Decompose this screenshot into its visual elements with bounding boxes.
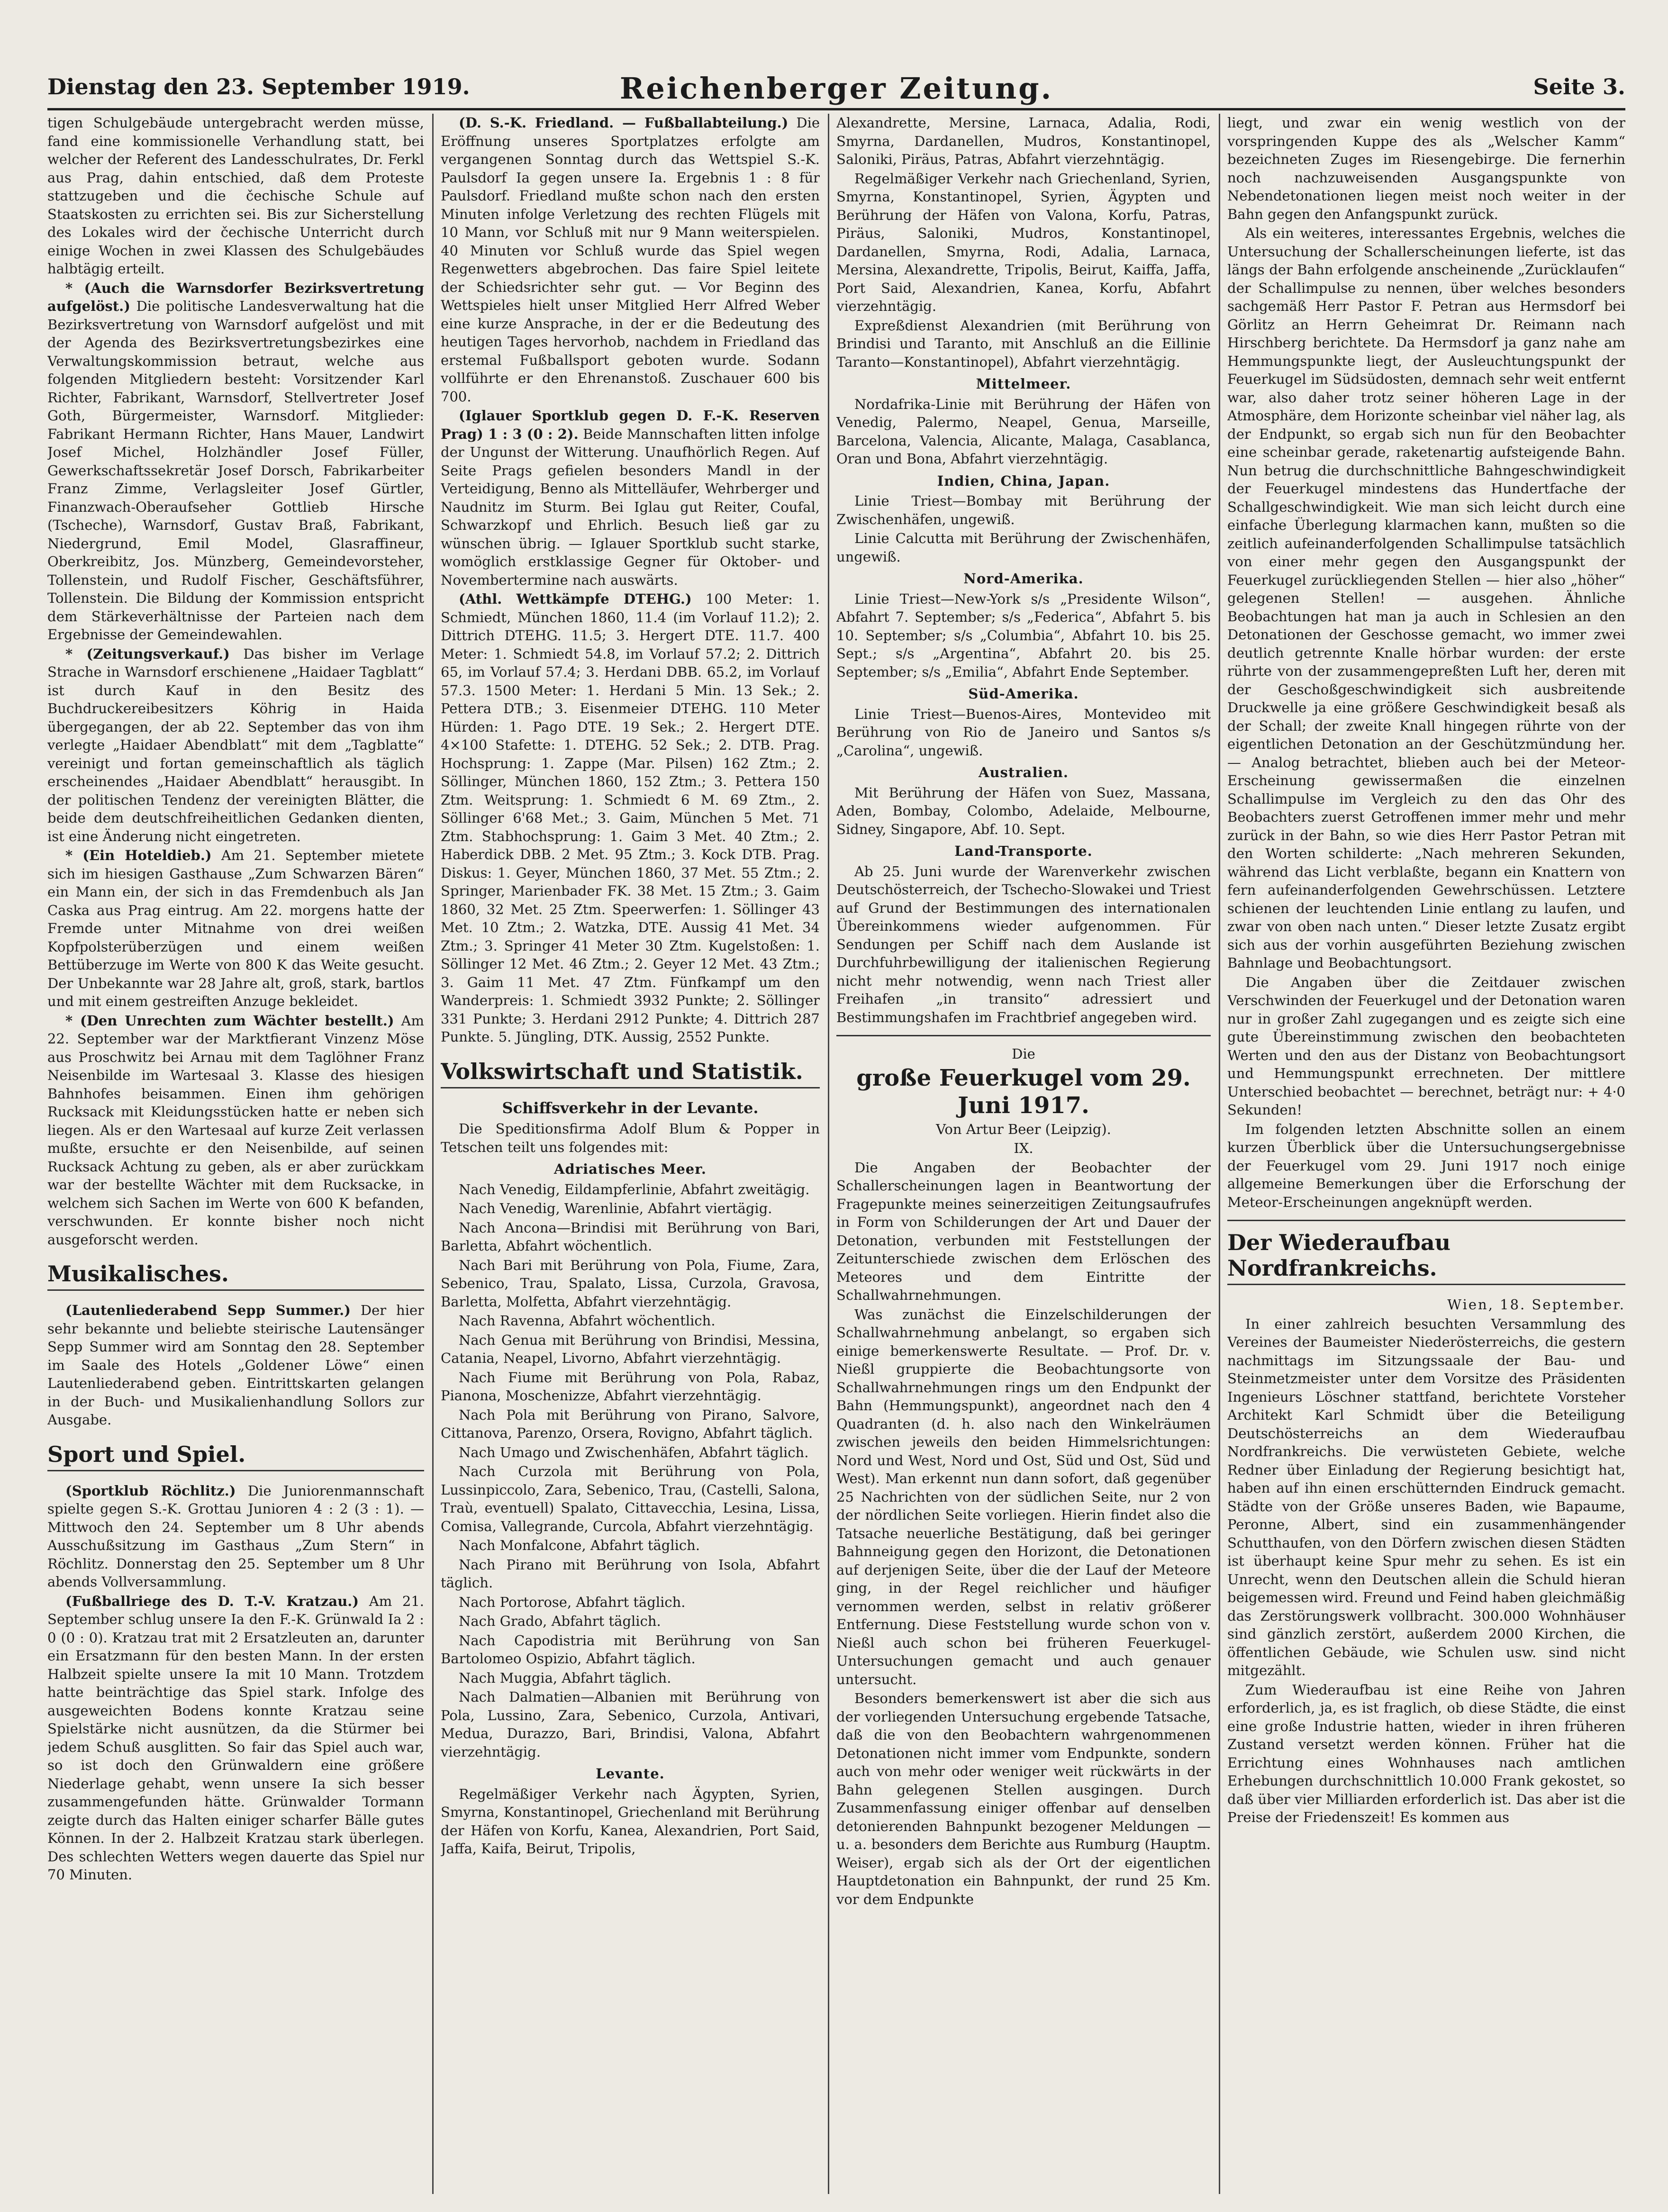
route-item: Nach Genua mit Berührung von Brindisi, Messina, Catania, Neapel, Livorno, Abfahrt vierzehntägig. xyxy=(441,1332,820,1366)
section-heading-wiederaufbau: Der Wiederaufbau Nordfrankreichs. xyxy=(1227,1230,1625,1285)
section-heading-musik: Musikalisches. xyxy=(47,1261,424,1291)
route-item: Nach Portorose, Abfahrt täglich. xyxy=(459,1594,686,1610)
section-heading-sport: Sport und Spiel. xyxy=(47,1441,424,1471)
article-byline: Von Artur Beer (Leipzig). xyxy=(936,1121,1111,1137)
news-item xyxy=(47,279,424,644)
route-item: Linie Triest—Bombay mit Berührung der Zwischenhäfen, ungewiß. xyxy=(836,493,1211,527)
article-text: Im folgenden letzten Abschnitte sollen an einem kurzen Überblick über die Untersuchungsergebnisse der Feuerkugel vom 29. Juni 1917 noch einige allgemeine Bemerkungen über die Erforschung der Meteor-Erscheinungen angeknüpft werden. xyxy=(1227,1121,1625,1210)
article-text: liegt, und zwar ein wenig westlich von der vorspringenden Kuppe des als „Welscher Kamm“ bezeichneten Zuges im Riesengebirge. Die fernerhin noch nachzuweisenden Ausgangspunkte von Nebendetonationen liegen meist noch weiter in der Bahn gegen den Anfangspunkt zurück. xyxy=(1227,115,1625,222)
route-item: Linie Calcutta mit Berührung der Zwischenhäfen, ungewiß. xyxy=(836,530,1211,565)
route-item: Nach Capodistria mit Berührung von San Bartolomeo Ospizio, Abfahrt täglich. xyxy=(441,1632,820,1667)
item-text: Am 22. September war der Marktfierant Vinzenz Möse aus Proschwitz bei Arnau mit dem Taglöhner Franz Neisenbilde im Wartesaal 3. Klasse des hiesigen Bahnhofes beisammen. Einen ihm gehörigen Rucksack mit Kleidungsstücken hatte er neben sich liegen. Als er den Wartesaal auf kurze Zeit verlassen mußte, ersuchte er den Neisenbilde, auf seinen Rucksack Achtung zu geben, als er aber zurückkam war der bestellte Wächter mit dem Rucksacke, in welchem sich Sachen im Werte von 600 K befanden, verschwunden. Er konnte bisher noch nicht ausgeforscht werden. xyxy=(47,1012,424,1248)
route-item: Nordafrika-Linie mit Berührung der Häfen von Venedig, Palermo, Neapel, Genua, Marseille, Barcelona, Valencia, Alicante, Malaga, Casablanca, Oran und Bona, Abfahrt vierzehntägig. xyxy=(836,396,1211,467)
column-rule xyxy=(828,114,829,2194)
region-heading: Nord-Amerika. xyxy=(963,571,1084,587)
item-heading: * (Auch die Warnsdorfer Bezirksvertretung aufgelöst.) xyxy=(47,280,424,314)
item-text: Beide Mannschaften litten infolge der Ungunst der Witterung. Unaufhörlich Regen. Auf Seite Prags gefielen besonders Mandl in der Verteidigung, Benno als Mittelläufer, Wehrberger und Naudnitz im Sturm. Bei Iglau gut Reiter, Coufal, Schwarzkopf und Ehrlich. Besuch ließ gar zu wünschen übrig. — Iglauer Sportklub sucht starke, womöglich erstklassige Gegner für Oktober- und Novembertermine nach auswärts. xyxy=(441,426,820,588)
region-heading: Mittelmeer. xyxy=(976,376,1071,392)
column-4 xyxy=(1227,114,1625,2194)
item-heading: (Iglauer Sportklub gegen D. F.-K. Reserven Prag) 1 : 3 (0 : 2). xyxy=(441,408,820,442)
item-text: Das bisher im Verlage Strache in Warnsdorf erschienene „Haidaer Tagblatt“ ist durch Kauf in den Besitz des Buchdruckereibesitzers Köhrig in Haida übergegangen, der ab 22. September das von ihm verlegte „Haidaer Abendblatt“ mit dem „Tagblatte“ vereinigt und fortan gemeinschaftlich als täglich erscheinendes „Haidaer Abendblatt“ herausgibt. In der politischen Tendenz der vereinigten Blätter, die beide dem deutschfreiheitlichen Gedanken dienten, ist eine Änderung nicht eingetreten. xyxy=(47,645,424,844)
region-heading: Land-Transporte. xyxy=(954,843,1093,859)
news-item xyxy=(441,407,820,589)
news-item xyxy=(47,1012,424,1249)
item-heading: * (Ein Hoteldieb.) xyxy=(65,847,212,863)
route-item: Nach Grado, Abfahrt täglich. xyxy=(459,1613,661,1629)
article-text: Was zunächst die Einzelschilderungen der Schallwahrnehmung anbelangt, so ergaben sich einige bemerkenswerte Resultate. — Prof. Dr. v. Nießl gruppierte die Beobachtungsorte von Schallwahrnehmungen rings um den Endpunkt der Bahn (Hemmungspunkt), angeordnet nach den 4 Quadranten (d. h. also nach den Winkelräumen zwischen jeweils den beiden Himmelsrichtungen: Nord und West, Nord und Ost, Süd und Ost, Süd und West). Man erkennt nun dann sofort, daß gegenüber 25 Nachrichten von der südlichen Seite, nur 2 von der nördlichen Seite vorliegen. Hierin findet also die Tatsache neuerliche Bestätigung, daß bei geringer Bahnneigung gegen den Horizont, die Detonationen auf derjenigen Seite, über die der Lauf der Meteore ging, in der Regel reichlicher und häufiger vernommen werden, selbst in relativ größerer Entfernung. Diese Feststellung wurde schon von v. Nießl auch schon bei früheren Feuerkugel-Untersuchungen gemacht und auch genauer untersucht. xyxy=(836,1306,1211,1687)
article-text: Besonders bemerkenswert ist aber die sich aus der vorliegenden Untersuchung ergebende Tatsache, daß die von den Beobachtern wahrgenommenen Detonationen nicht immer vom Endpunkte, sondern auch von mehr oder weniger weit rückwärts in der Bahn gelegenen Stellen ausgingen. Durch Zusammenfassung einiger offenbar auf denselben detonierenden Bahnpunkt bezogener Meldungen — u. a. besonders dem Berichte aus Rumburg (Hauptm. Weiser), ergab sich als der Ort der eigentlichen Hauptdetonation ein Bahnpunkt, der rund 25 Km. vor dem Endpunkte xyxy=(836,1690,1211,1907)
item-text: Die politische Landesverwaltung hat die Bezirksvertretung von Warnsdorf aufgelöst und mit der Agenda des Bezirksvertretungsbezirkes eine Verwaltungskommission betraut, welche aus folgenden Mitgliedern besteht: Vorsitzender Karl Richter, Fabrikant, Warnsdorf, Stellvertreter Josef Goth, Bürgermeister, Warnsdorf. Mitglieder: Fabrikant Hermann Richter, Hans Mauer, Landwirt Josef Michel, Holzhändler Josef Füller, Gewerkschaftssekretär Josef Dorsch, Fabrikarbeiter Franz Zimme, Verlagsleiter Josef Gürtler, Finanzwach-Oberaufseher Gottlieb Hirsche (Tscheche), Warnsdorf, Gustav Braß, Fabrikant, Niedergrund, Emil Model, Glasraffineur, Oberkreibitz, Jos. Münzberg, Gemeindevorsteher, Tollenstein, und Rudolf Fischer, Geschäftsführer, Tollenstein. Die Bildung der Kommission entspricht dem Stärkeverhältnisse der Parteien nach dem Ergebnisse der Gemeindewahlen. xyxy=(47,298,424,643)
item-text: 100 Meter: 1. Schmiedt, München 1860, 11.4 (im Vorlauf 11.2); 2. Dittrich DTEHG. 11.5; 3. Hergert DTE. 11.7. 400 Meter: 1. Schmiedt 54.8, im Vorlauf 57.2; 2. Dittrich 65, im Vorlauf 57.4; 3. Herdani DBB. 65.2, im Vorlauf 57.3. 1500 Meter: 1. Herdani 5 Min. 13 Sek.; 2. Pettera DTB.; 3. Eisenmeier DTEHG. 110 Meter Hürden: 1. Pago DTE. 19 Sek.; 2. Hergert DTE. 4×100 Stafette: 1. DTEHG. 52 Sek.; 2. DTB. Prag. Hochsprung: 1. Zappe (Mar. Pilsen) 162 Ztm.; 2. Söllinger, München 1860, 152 Ztm.; 3. Pettera 150 Ztm. Weitsprung: 1. Schmiedt 6 M. 69 Ztm., 2. Söllinger 6'68 Met.; 3. Gaim, München 5 Met. 71 Ztm. Stabhochsprung: 1. Gaim 3 Met. 40 Ztm.; 2. Haberdick DBB. 2 Met. 95 Ztm.; 3. Kock DTB. Prag. Diskus: 1. Geyer, München 1860, 37 Met. 55 Ztm.; 2. Springer, Marienbader FK. 38 Met. 15 Ztm.; 3. Gaim 1860, 32 Met. 25 Ztm. Speerwerfen: 1. Söllinger 43 Met. 10 Ztm.; 2. Watzka, DTE. Aussig 41 Met. 34 Ztm.; 3. Springer 41 Meter 30 Ztm. Kugelstoßen: 1. Söllinger 12 Met. 46 Ztm.; 2. Geyer 12 Met. 43 Ztm.; 3. Gaim 11 Met. 47 Ztm. Fünfkampf um den Wanderpreis: 1. Schmiedt 3932 Punkte; 2. Söllinger 331 Punkte; 3. Herdani 2912 Punkte; 4. Dittrich 287 Punkte. 5. Jüngling, DTK. Aussig, 2552 Punkte. xyxy=(441,591,820,1045)
item-heading: (Athl. Wettkämpfe DTEHG.) xyxy=(459,591,692,607)
issue-date: Dienstag den 23. September 1919. xyxy=(47,74,470,100)
route-item: Nach Muggia, Abfahrt täglich. xyxy=(459,1669,671,1686)
route-item: Nach Dalmatien—Albanien mit Berührung von Pola, Lussino, Zara, Sebenico, Curzola, Antivari, Medua, Durazzo, Bari, Brindisi, Valona, Abfahrt vierzehntägig. xyxy=(441,1689,820,1760)
route-item: Linie Triest—Buenos-Aires, Montevideo mit Berührung von Rio de Janeiro und Santos s/s „Carolina“, ungewiß. xyxy=(836,706,1211,759)
section-heading-volkswirtschaft: Volkswirtschaft und Statistik. xyxy=(441,1059,820,1088)
column-2 xyxy=(441,114,820,2194)
route-item: Nach Ravenna, Abfahrt wöchentlich. xyxy=(459,1313,716,1329)
item-text: Der hier sehr bekannte und beliebte steirische Lautensänger Sepp Summer wird am Sonntag den 28. September im Saale des Hotels „Goldener Löwe“ einen Lautenliederabend geben. Eintrittskarten gelangen in der Buch- und Musikalienhandlung Sollors zur Ausgabe. xyxy=(47,1302,424,1428)
masthead xyxy=(47,71,1625,110)
subheading-schiffsverkehr: Schiffsverkehr in der Levante. xyxy=(502,1098,759,1117)
article-title-prefix: Die xyxy=(1012,1046,1035,1062)
article-part-number: IX. xyxy=(1014,1140,1033,1156)
item-heading: * (Zeitungsverkauf.) xyxy=(65,645,230,662)
article-title: große Feuerkugel vom 29. Juni 1917. xyxy=(856,1064,1191,1119)
article-text: In einer zahlreich besuchten Versammlung des Vereines der Baumeister Niederösterreichs, die gestern nachmittags im Sitzungssaale der Bau- und Steinmetzmeister unter dem Vorsitze des Präsidenten Ingenieurs Löschner stattfand, berichtete Vorsteher Architekt Karl Schmidt über die Beteiligung Deutschösterreichs an dem Wiederaufbau Nordfrankreichs. Die verwüsteten Gebiete, welche Redner über Einladung der Regierung besichtigt hat, haben auf ihn einen erschütternden Eindruck gemacht. Städte von der Größe unseres Baden, wie Bapaume, Peronne, Albert, sind ein zusammenhängender Schutthaufen, von den Dörfern zwischen diesen Städten ist überhaupt keine Spur mehr zu sehen. Es ist ein Unrecht, wenn den Deutschen allein die Schuld hieran beigemessen wird. Freund und Feind haben gleichmäßig das Zerstörungswerk vollbracht. 300.000 Wohnhäuser sind gänzlich zerstört, außerdem 2000 Kirchen, die öffentlichen Gebäude, wie Schulen usw. sind nicht mitgezählt. xyxy=(1227,1315,1625,1678)
item-heading: (D. S.-K. Friedland. — Fußballabteilung.) xyxy=(459,115,789,131)
article-text: Zum Wiederaufbau ist eine Reihe von Jahren erforderlich, ja, es ist fraglich, ob diese Städte, die einst eine große Industrie hatten, wieder in ihren früheren Zustand versetzt werden können. Früher hat die Errichtung eines Wohnhauses nach amtlichen Erhebungen durchschnittlich 10.000 Frank gekostet, so daß über vier Milliarden erforderlich ist. Das aber ist die Preise der Friedenszeit! Es kommen aus xyxy=(1227,1681,1625,1825)
item-heading: (Lautenliederabend Sepp Summer.) xyxy=(65,1302,351,1318)
item-heading: * (Den Unrechten zum Wächter bestellt.) xyxy=(65,1012,394,1029)
route-item: Nach Curzola mit Berührung von Pola, Lussinpiccolo, Zara, Sebenico, Trau, (Castelli, Salona, Traù, eventuell) Spalato, Cittavecchia, Lesina, Lissa, Comisa, Vallegrande, Curcola, Abfahrt vierzehntägig. xyxy=(441,1463,820,1534)
item-heading: (Fußballriege des D. T.-V. Kratzau.) xyxy=(65,1593,359,1609)
region-heading: Adriatisches Meer. xyxy=(554,1161,707,1177)
news-item xyxy=(441,590,820,1046)
page-number: Seite 3. xyxy=(1533,74,1625,100)
column-3 xyxy=(836,114,1211,2194)
route-item: Nach Fiume mit Berührung von Pola, Rabaz, Pianona, Moschenizze, Abfahrt vierzehntägig. xyxy=(441,1369,820,1404)
column-1 xyxy=(47,114,424,2194)
route-item: Regelmäßiger Verkehr nach Ägypten, Syrien, Smyrna, Konstantinopel, Griechenland mit Berührung der Häfen von Korfu, Kanea, Alexandrien, Port Said, Jaffa, Kaifa, Beirut, Tripolis, xyxy=(441,1786,820,1857)
article-text: Die Angaben der Beobachter der Schallerscheinungen lagen in Beantwortung der Fragepunkte meines seinerzeitigen Zeitungsaufrufes in Form von Schilderungen der Art und Dauer der Detonation, verbunden mit Feststellungen der Zeitunterschiede zwischen dem Erlöschen des Meteores und dem Eintritte der Schallwahrnehmungen. xyxy=(836,1159,1211,1303)
article-text: tigen Schulgebäude untergebracht werden müsse, fand eine kommissionelle Verhandlung statt, bei welcher der Referent des Landesschulrates, Dr. Ferkl aus Prag, dahin entschied, daß dem Proteste stattzugeben und die čechische Schule auf Staatskosten zu errichten sei. Bis zur Sicherstellung des Lokales wird der čechische Unterricht durch einige Wochen in zwei Klassen des Schulgebäudes halbtägig erteilt. xyxy=(47,115,424,277)
article-text: Als ein weiteres, interessantes Ergebnis, welches die Untersuchung der Schallerscheinungen lieferte, ist das längs der Bahn erfolgende anscheinende „Zurücklaufen“ der Schallimpulse zu nennen, über welches besonders sachgemäß Herr Pastor F. Petran aus Hermsdorf bei Görlitz an Herrn Geheimrat Dr. Reimann nach Hirschberg berichtete. Da Hermsdorf ja ganz nahe am Hemmungspunkte liegt, der Ausleuchtungspunkt der Feuerkugel im Südsüdosten, demnach sehr weit entfernt war, also daher trotz seiner höheren Lage in der Atmosphäre, dem Horizonte scheinbar viel näher lag, als der Endpunkt, so ergab sich nun für den Beobachter eine scheinbar gerade, raketenartig aufsteigende Bahn. Nun betrug die durchschnittliche Bahngeschwindigkeit der Feuerkugel mindestens das Hundertfache der Schallgeschwindigkeit. Wie man sich leicht durch eine einfache Überlegung klarmachen kann, mußten so die zeitlich aufeinanderfolgenden Schallimpulse tatsächlich von einer mehr gegen den Ausgangspunkt der Feuerkugel zurückliegenden Stellen — hier also „höher“ gelegenen Stellen! — ausgehen. Ähnliche Beobachtungen hat man ja auch in Schlesien an den Detonationen der Geschosse gemacht, wo immer zwei deutlich getrennte Knalle hörbar wurden: der erste rührte von der zusammengepreßten Luft her, deren mit der Geschoßgeschwindigkeit sich ausbreitende Druckwelle ja eine größere Geschwindigkeit besaß als der Schall; der zweite Knall hingegen rührte von der eigentlichen Detonation an der Geschützmündung her. — Analog betrachtet, blieben auch bei der Meteor-Erscheinung gewissermaßen die einzelnen Schallimpulse im Vergleich zu den das Ohr des Beobachters zuerst Getroffenen immer mehr und mehr zurück in der Bahn, so wie dies Herr Pastor Petran mit den Worten schilderte: „Nach mehreren Sekunden, während das Licht verblaßte, begann ein Knattern von fern aufeinanderfolgenden Gewehrschüssen. Letztere schienen der leuchtenden Linie entlang zu laufen, und zwar von oben nach unten.“ Dieser letzte Zusatz ergibt sich aus der vorhin ausgeführten Beziehung zwischen Bahnlage und Beobachtungsort. xyxy=(1227,225,1625,971)
route-item: Nach Venedig, Eildampferlinie, Abfahrt zweitägig. xyxy=(459,1181,810,1197)
news-item xyxy=(47,1482,424,1591)
newspaper-title: Reichenberger Zeitung. xyxy=(619,71,1053,106)
region-heading: Indien, China, Japan. xyxy=(937,472,1110,489)
column-rule xyxy=(432,114,434,2194)
route-item: Nach Bari mit Berührung von Pola, Fiume, Zara, Sebenico, Trau, Spalato, Lissa, Curzola, Gravosa, Barletta, Molfetta, Abfahrt vierzehntägig. xyxy=(441,1257,820,1310)
item-text: Die Eröffnung unseres Sportplatzes erfolgte am vergangenen Sonntag durch das Wettspiel S.-K. Paulsdorf Ia gegen unsere Ia. Ergebnis 1 : 8 für Paulsdorf. Friedland mußte schon nach den ersten Minuten infolge Verletzung des rechten Flügels mit 10 Mann, vor Schluß mit nur 9 Mann weiterspielen. 40 Minuten vor Schluß wurde das Spiel wegen Regenwetters abgebrochen. Das faire Spiel leitete der Schiedsrichter sehr gut. — Vor Beginn des Wettspieles hielt unser Mitglied Herr Alfred Weber eine kurze Ansprache, in der er die Bedeutung des heutigen Tages hervorhob, nachdem in Friedland das erstemal Fußballsport geboten wurde. Sodann vollführte er den Ehrenanstoß. Zuschauer 600 bis 700. xyxy=(441,115,820,405)
section-divider xyxy=(1227,1220,1625,1221)
news-item xyxy=(47,645,424,846)
route-item: Nach Umago und Zwischenhäfen, Abfahrt täglich. xyxy=(459,1444,809,1460)
article-text: Die Speditionsfirma Adolf Blum & Popper in Tetschen teilt uns folgendes mit: xyxy=(441,1121,820,1155)
region-heading: Australien. xyxy=(978,764,1069,780)
route-item: Nach Monfalcone, Abfahrt täglich. xyxy=(459,1537,700,1553)
news-item xyxy=(47,1592,424,1884)
item-heading: (Sportklub Röchlitz.) xyxy=(65,1482,236,1499)
region-heading: Levante. xyxy=(596,1766,665,1782)
region-heading: Süd-Amerika. xyxy=(968,686,1079,702)
route-item: Alexandrette, Mersine, Larnaca, Adalia, Rodi, Smyrna, Dardanellen, Mudros, Konstantinopel, Saloniki, Piräus, Patras, Abfahrt vierzehntägig. xyxy=(836,115,1211,167)
item-text: Am 21. September mietete sich im hiesigen Gasthause „Zum Schwarzen Bären“ ein Mann ein, der sich in das Fremdenbuch als Jan Caska aus Prag eintrug. Am 22. morgens hatte der Fremde unter Mitnahme von drei weißen Kopfpolsterüberzügen und einem weißen Bettüberzuge im Werte von 800 K das Weite gesucht. Der Unbekannte war 28 Jahre alt, groß, stark, bartlos und mit einem gestreiften Anzuge bekleidet. xyxy=(47,847,424,1009)
route-item: Nach Pirano mit Berührung von Isola, Abfahrt täglich. xyxy=(441,1556,820,1591)
article-text: Die Angaben über die Zeitdauer zwischen Verschwinden der Feuerkugel und der Detonation waren nur in großer Zahl zugegangen und es zeigte sich eine gute Übereinstimmung zwischen den beobachteten Werten und den aus der Distanz von Beobachtungsort und Hemmungspunkt errechneten. Der mittlere Unterschied beobachtet — berechnet, beträgt nur: + 4·0 Sekunden! xyxy=(1227,974,1625,1118)
route-item: Expreßdienst Alexandrien (mit Berührung von Brindisi und Taranto, mit Anschluß an die Eillinie Taranto—Konstantinopel), Abfahrt vierzehntägig. xyxy=(836,317,1211,370)
news-item xyxy=(441,114,820,406)
route-item: Nach Venedig, Warenlinie, Abfahrt viertägig. xyxy=(459,1200,772,1216)
route-item: Linie Triest—New-York s/s „Presidente Wilson“, Abfahrt 7. September; s/s „Federica“, Abfahrt 5. bis 10. September; s/s „Columbia“, Abfahrt 10. bis 25. Sept.; s/s „Argentina“, Abfahrt 20. bis 25. September; s/s „Emilia“, Abfahrt Ende September. xyxy=(836,590,1211,680)
route-item: Ab 25. Juni wurde der Warenverkehr zwischen Deutschösterreich, der Tschecho-Slowakei und Triest auf Grund der Bestimmungen des internationalen Übereinkommens wieder aufgenommen. Für Sendungen per Schiff nach dem Auslande ist Durchfuhrbewilligung der italienischen Regierung nicht mehr notwendig, wenn nach Triest aller Freihafen „in transito“ adressiert und Bestimmungshafen im Frachtbrief angegeben wird. xyxy=(836,863,1211,1025)
route-item: Nach Ancona—Brindisi mit Berührung von Bari, Barletta, Abfahrt wöchentlich. xyxy=(441,1219,820,1254)
news-item xyxy=(47,1301,424,1429)
dateline: Wien, 18. September. xyxy=(1447,1296,1625,1313)
route-item: Nach Pola mit Berührung von Pirano, Salvore, Cittanova, Parenzo, Orsera, Rovigno, Abfahrt täglich. xyxy=(441,1406,820,1441)
route-item: Mit Berührung der Häfen von Suez, Massana, Aden, Bombay, Colombo, Adelaide, Melbourne, Sidney, Singapore, Abf. 10. Sept. xyxy=(836,784,1211,837)
column-rule xyxy=(1219,114,1220,2194)
item-text: Am 21. September schlug unsere Ia den F.-K. Grünwald Ia 2 : 0 (0 : 0). Kratzau trat mit 2 Ersatzleuten an, darunter ein Ersatzmann für den besten Mann. In der ersten Halbzeit spielte unsere Ia mit 10 Mann. Trotzdem hatte beinträchtige das Spiel stark. Infolge des ausgeweichten Bodens konnte Kratzau seine Spielstärke nicht ausnützen, da die Stürmer bei jedem Schuß ausglitten. So fair das Spiel auch war, so ist doch den Grünwaldern eine größere Niederlage gehabt, wenn unsere Ia sich besser zusammengefunden hätte. Grünwalder Tormann zeigte durch das Halten einiger scharfer Bälle gutes Können. In der 2. Halbzeit Kratzau stark überlegen. Des schlechten Wetters wegen dauerte das Spiel nur 70 Minuten. xyxy=(47,1593,424,1883)
route-item: Regelmäßiger Verkehr nach Griechenland, Syrien, Smyrna, Konstantinopel, Syrien, Ägypten und Berührung der Häfen von Valona, Korfu, Patras, Piräus, Saloniki, Mudros, Konstantinopel, Dardanellen, Smyrna, Rodi, Adalia, Larnaca, Mersina, Alexandrette, Tripolis, Beirut, Kaiffa, Jaffa, Port Said, Alexandrien, Kanea, Korfu, Abfahrt vierzehntägig. xyxy=(836,170,1211,314)
item-text: Die Juniorenmannschaft spielte gegen S.-K. Grottau Junioren 4 : 2 (3 : 1). — Mittwoch den 24. September um 8 Uhr abends Ausschußsitzung im Gasthaus „Zum Stern“ in Röchlitz. Donnerstag den 25. September um 8 Uhr abends Vollversammlung. xyxy=(47,1482,424,1590)
news-item xyxy=(47,846,424,1011)
section-divider xyxy=(836,1035,1211,1036)
